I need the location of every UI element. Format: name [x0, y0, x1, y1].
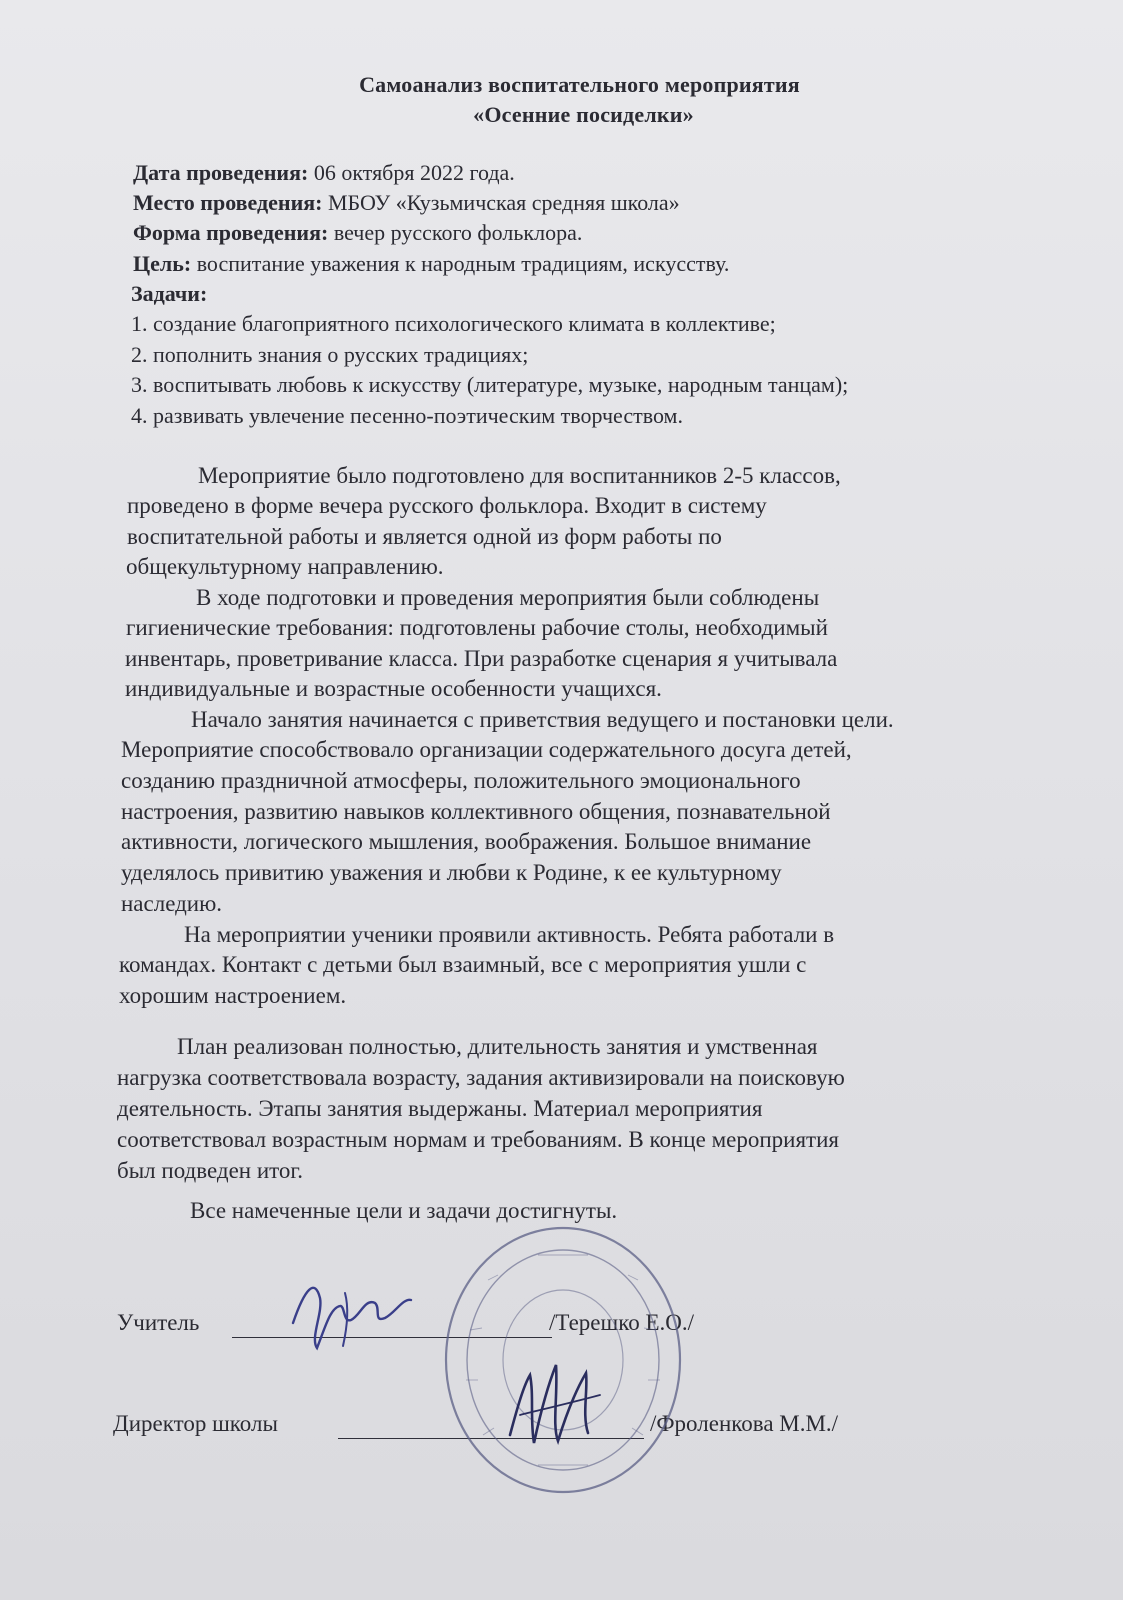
- field-date-value: 06 октября 2022 года.: [308, 160, 515, 185]
- task-item: 3. воспитывать любовь к искусству (литературе, музыке, народным танцам);: [131, 372, 849, 397]
- field-place-label: Место проведения:: [133, 190, 323, 215]
- field-form: [133, 218, 582, 248]
- body-line: инвентарь, проветривание класса. При разработке сценария я учитывала: [125, 646, 838, 671]
- task-item: 4. развивать увлечение песенно-поэтическим творчеством.: [131, 403, 683, 428]
- teacher-signature: [285, 1268, 415, 1353]
- body-line: деятельность. Этапы занятия выдержаны. Материал мероприятия: [117, 1096, 763, 1121]
- body-line: Начало занятия начинается с приветствия ведущего и постановки цели.: [191, 707, 894, 732]
- body-line: соответствовал возрастным нормам и требованиям. В конце мероприятия: [117, 1127, 839, 1152]
- body-line: настроения, развитию навыков коллективного общения, познавательной: [121, 799, 831, 824]
- body-line: Все намеченные цели и задачи достигнуты.: [190, 1198, 618, 1223]
- body-line: На мероприятии ученики проявили активность. Ребята работали в: [184, 922, 835, 947]
- body-line: План реализован полностью, длительность занятия и умственная: [177, 1034, 818, 1059]
- body-line: Мероприятие способствовало организации содержательного досуга детей,: [121, 737, 852, 762]
- body-line: Мероприятие было подготовлено для воспитанников 2-5 классов,: [198, 463, 841, 488]
- body-line: проведено в форме вечера русского фольклора. Входит в систему: [127, 493, 767, 518]
- body-line: общекультурному направлению.: [126, 554, 444, 579]
- field-form-value: вечер русского фольклора.: [328, 220, 583, 245]
- director-name: /Фроленкова М.М./: [650, 1411, 839, 1436]
- body-line: воспитательной работы и является одной из форм работы по: [127, 524, 722, 549]
- body-line: индивидуальные и возрастные особенности учащихся.: [125, 676, 662, 701]
- document-subtitle: «Осенние посиделки»: [473, 102, 694, 127]
- field-place-value: МБОУ «Кузьмичская средняя школа»: [322, 190, 680, 215]
- director-signature: [500, 1355, 610, 1450]
- field-goal-value: воспитание уважения к народным традициям, искусству.: [191, 251, 730, 276]
- task-item: 2. пополнить знания о русских традициях;: [131, 342, 529, 367]
- task-item: 1. создание благоприятного психологического климата в коллективе;: [131, 311, 776, 336]
- body-line: был подведен итог.: [117, 1158, 303, 1183]
- body-line: нагрузка соответствовала возрасту, задания активизировали на поисковую: [117, 1065, 845, 1090]
- body-line: активности, логического мышления, воображения. Большое внимание: [121, 829, 812, 854]
- body-line: уделялось привитию уважения и любви к Родине, к ее культурному: [121, 860, 782, 885]
- body-line: наследию.: [121, 891, 223, 916]
- field-date-label: Дата проведения:: [133, 160, 309, 185]
- teacher-name: /Терешко Е.О./: [549, 1310, 694, 1335]
- director-label: Директор школы: [113, 1411, 278, 1436]
- body-line: гигиенические требования: подготовлены рабочие столы, необходимый: [126, 615, 828, 640]
- field-place: [133, 188, 680, 218]
- body-line: хорошим настроением.: [119, 983, 347, 1008]
- body-line: командах. Контакт с детьми был взаимный, все с мероприятия ушли с: [119, 952, 807, 977]
- field-date: [133, 158, 515, 188]
- field-tasks: [131, 279, 207, 309]
- body-line: В ходе подготовки и проведения мероприятия были соблюдены: [196, 585, 820, 610]
- teacher-label: Учитель: [117, 1310, 200, 1335]
- document-title: Самоанализ воспитательного мероприятия: [359, 72, 800, 97]
- field-goal: [133, 249, 729, 279]
- field-goal-label: Цель:: [133, 251, 192, 276]
- body-line: созданию праздничной атмосферы, положительного эмоционального: [121, 768, 801, 793]
- field-form-label: Форма проведения:: [133, 220, 329, 245]
- field-tasks-label: Задачи:: [131, 281, 208, 306]
